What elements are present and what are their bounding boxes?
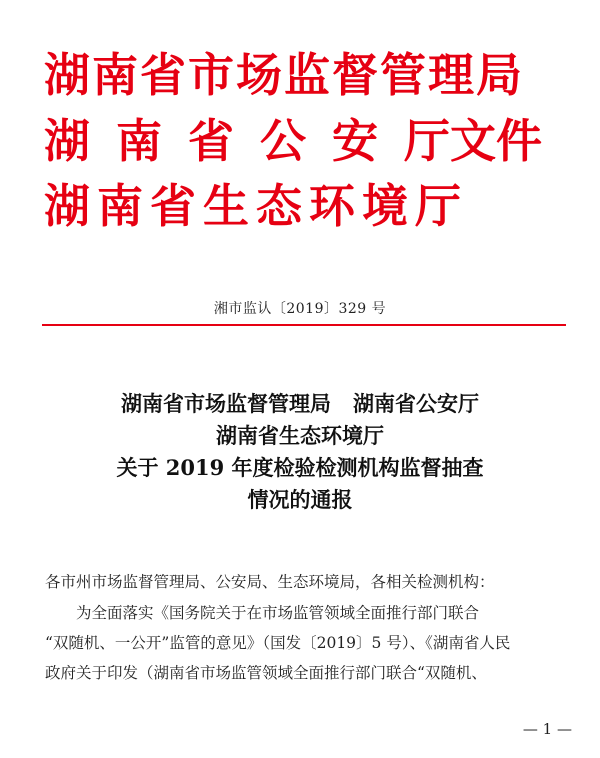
issuer-char: 南 [116, 114, 162, 168]
title-issuer-a: 湖南省市场监督管理局 [121, 391, 331, 416]
issuer-char: 省 [188, 114, 234, 168]
title-line: 湖南省生态环境厅 [216, 423, 384, 448]
title-line [0, 388, 600, 420]
issuer-ecology-environment: 湖南省生态环境厅 [44, 179, 468, 233]
issuer-market-regulation: 湖南省市场监督管理局 [44, 48, 524, 102]
red-separator-line [42, 324, 566, 326]
issuer-char: 厅文件 [404, 114, 542, 168]
title-line: 关于 2019 年度检验检测机构监督抽查 [116, 455, 484, 480]
title-line: 情况的通报 [247, 487, 353, 512]
body-paragraph-line: 政府关于印发（湖南省市场监管领域全面推行部门联合“双随机、 [45, 664, 487, 682]
page-number: — 1 — [522, 720, 572, 738]
body-paragraph-line: “双随机、一公开”监管的意见》（国发〔2019〕5 号）、《湖南省人民 [45, 634, 511, 652]
issuer-char: 公 [260, 114, 306, 168]
document-title [0, 388, 600, 516]
issuer-char: 安 [332, 114, 378, 168]
salutation: 各市州市场监督管理局、公安局、生态环境局，各相关检测机构： [45, 573, 495, 591]
body-paragraph-line: 为全面落实《国务院关于在市场监管领域全面推行部门联合 [76, 604, 480, 622]
issuer-char: 湖 [44, 114, 90, 168]
title-issuer-b: 湖南省公安厅 [353, 391, 479, 416]
issuer-public-security-file [44, 114, 542, 168]
document-number: 湘市监认〔2019〕329 号 [213, 301, 387, 317]
